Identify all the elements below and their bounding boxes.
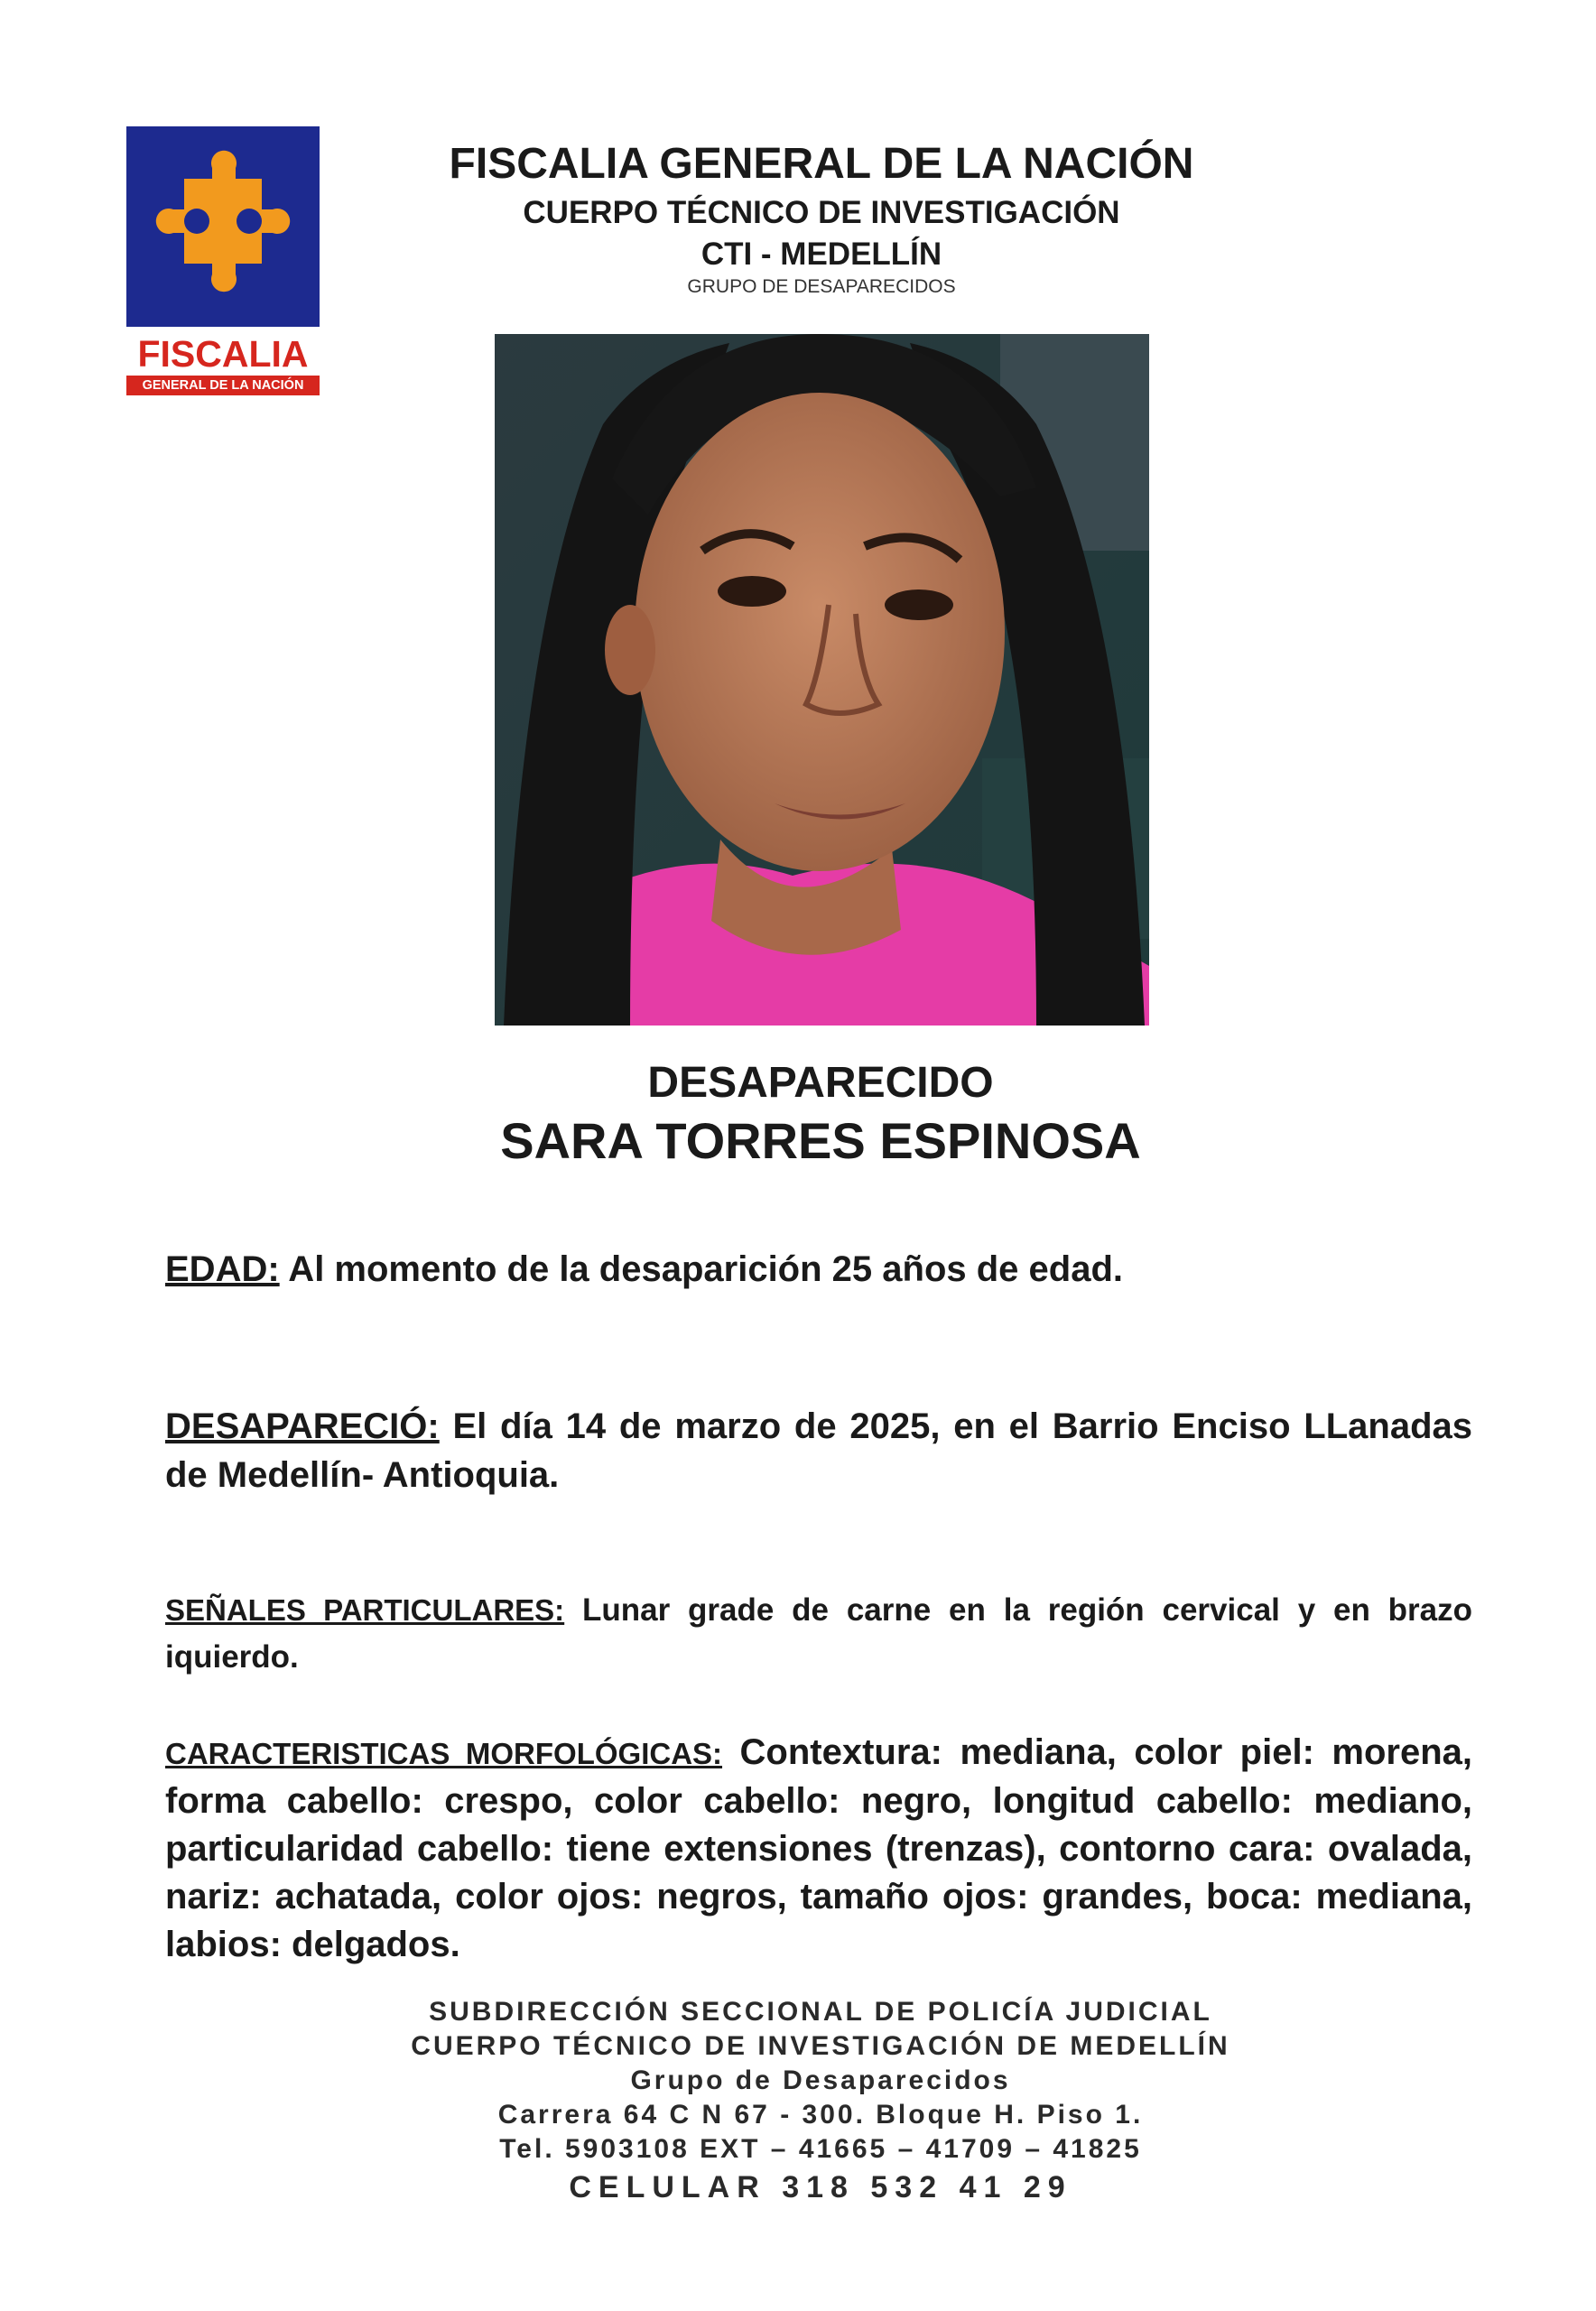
footer-mobile: CELULAR 318 532 41 29: [569, 2170, 1072, 2204]
disappearance-text: El día 14 de marzo de 2025, en el Barrio Enciso LLanadas de Medellín- Antioquia.: [165, 1406, 1472, 1495]
age-label: EDAD:: [165, 1249, 280, 1289]
header-institution: FISCALIA GENERAL DE LA NACIÓN: [449, 140, 1194, 188]
missing-person-photo: [495, 334, 1149, 1026]
fiscalia-logo: [126, 126, 320, 395]
footer-subdirectorate: SUBDIRECCIÓN SECCIONAL DE POLICÍA JUDICIAL: [429, 1997, 1212, 2027]
logo-wordmark: FISCALIA: [137, 333, 309, 375]
missing-status: DESAPARECIDO: [647, 1059, 994, 1107]
footer-group: Grupo de Desaparecidos: [630, 2065, 1011, 2095]
puzzle-logo-icon: [126, 126, 320, 327]
footer-address: Carrera 64 C N 67 - 300. Bloque H. Piso 1.: [497, 2100, 1144, 2130]
logo-subtitle: GENERAL DE LA NACIÓN: [126, 376, 320, 395]
disappearance-paragraph: [165, 1402, 1472, 1499]
contact-footer: [0, 1995, 1596, 2208]
footer-department: CUERPO TÉCNICO DE INVESTIGACIÓN DE MEDELLÍN: [411, 2031, 1230, 2061]
header-group: GRUPO DE DESAPARECIDOS: [687, 276, 956, 297]
age-text: Al momento de la desaparición 25 años de edad.: [279, 1249, 1124, 1289]
morphology-paragraph: [165, 1729, 1472, 1969]
particular-marks-label: SEÑALES PARTICULARES:: [165, 1593, 565, 1627]
footer-phone: Tel. 5903108 EXT – 41665 – 41709 – 41825: [499, 2134, 1142, 2164]
missing-person-name: SARA TORRES ESPINOSA: [500, 1112, 1141, 1169]
header-office: CTI - MEDELLÍN: [701, 237, 942, 272]
particular-marks-paragraph: [165, 1587, 1472, 1681]
morphology-text: Contextura: mediana, color piel: morena, forma cabello: crespo, color cabello: negro, longitud cabello: mediano, particularidad cabello: tiene extensiones (trenzas), contorno cara: ovalada, nariz: achatada, color ojos: negros, tamaño ojos: grandes, boca: mediana, labios: delgados.: [165, 1732, 1472, 1964]
header-department: CUERPO TÉCNICO DE INVESTIGACIÓN: [523, 195, 1120, 230]
particular-marks-text: Lunar grade de carne en la región cervical y en brazo iquierdo.: [165, 1592, 1473, 1675]
disappearance-label: DESAPARECIÓ:: [165, 1406, 440, 1446]
morphology-label: CARACTERISTICAS MORFOLÓGICAS:: [165, 1737, 723, 1770]
age-paragraph: [165, 1244, 1472, 1295]
